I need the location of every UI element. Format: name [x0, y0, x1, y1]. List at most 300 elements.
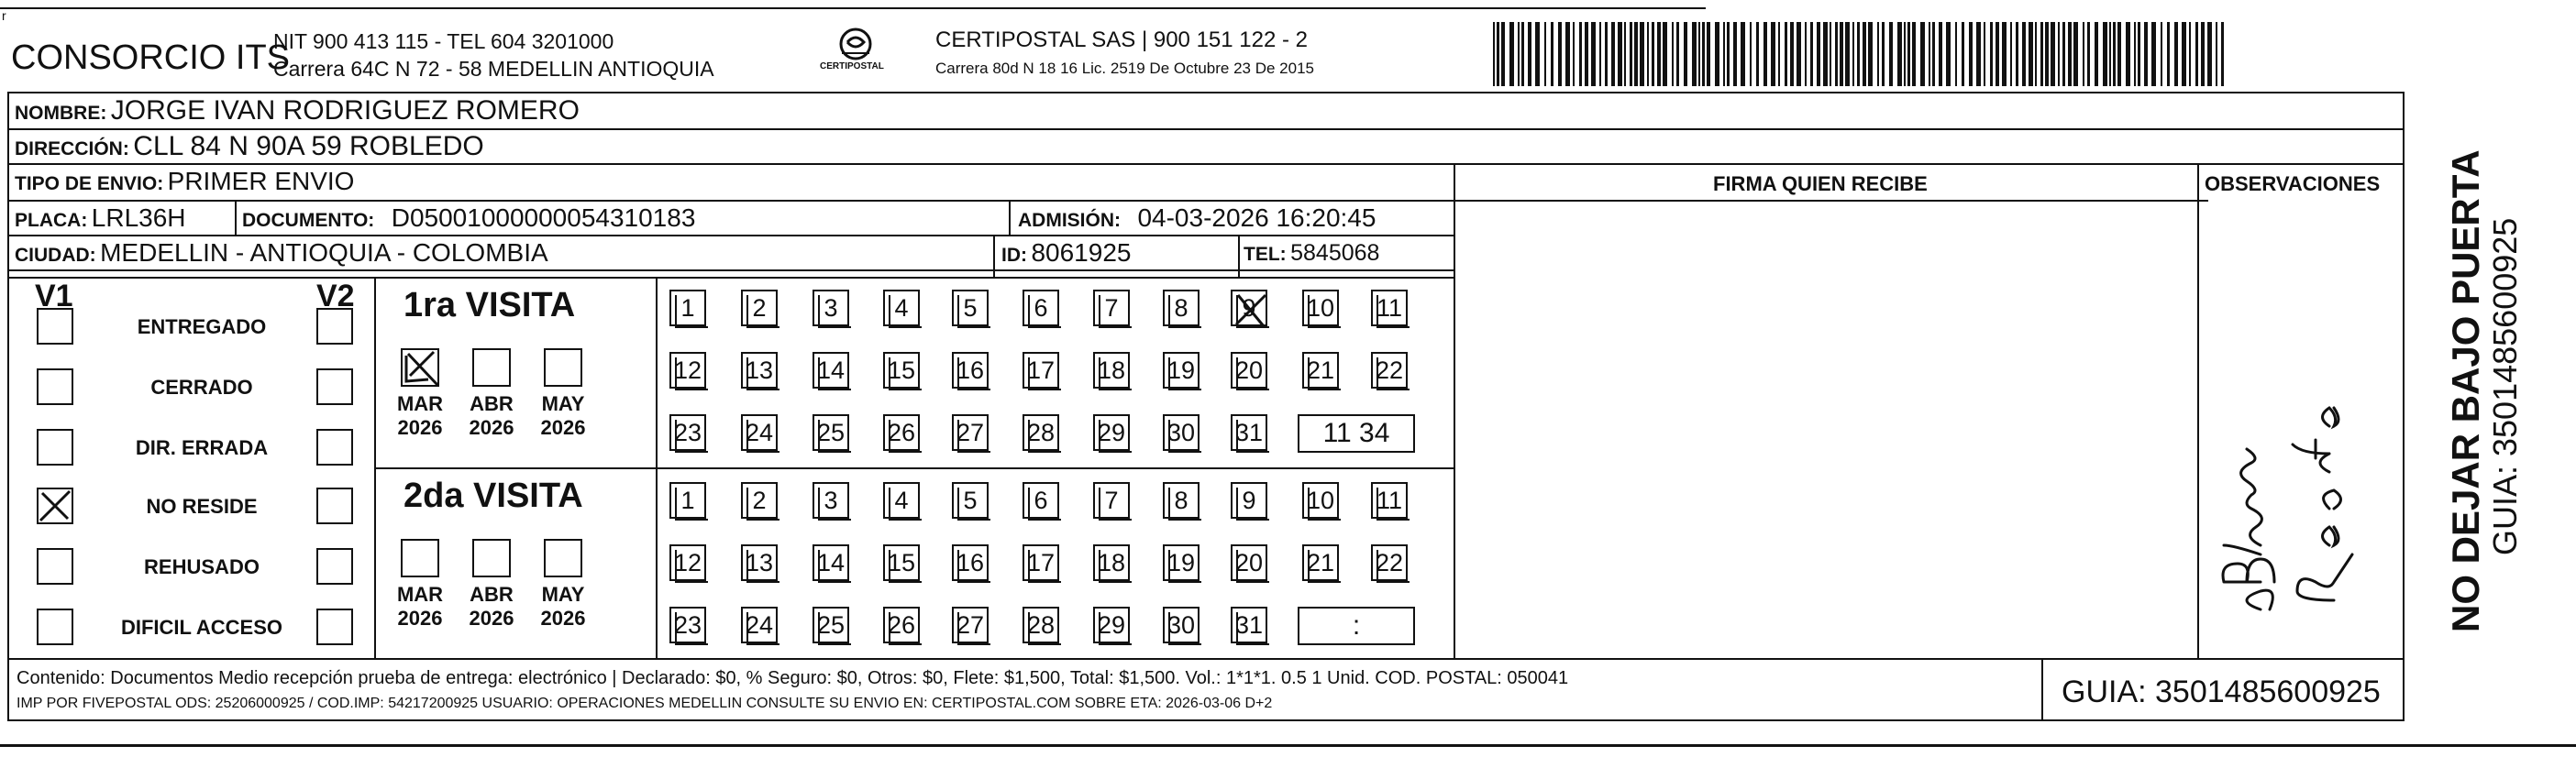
company-address: Carrera 64C N 72 - 58 MEDELLIN ANTIOQUIA — [273, 57, 714, 81]
day-box[interactable] — [813, 544, 849, 581]
month-label: MAR — [396, 392, 444, 415]
barcode-bar — [1877, 22, 1879, 86]
day-box[interactable] — [669, 607, 706, 643]
day-box[interactable] — [1093, 607, 1130, 643]
barcode-bar — [1528, 22, 1531, 86]
documento-label: DOCUMENTO: — [242, 210, 375, 231]
barcode-bar — [1771, 22, 1775, 86]
day-box[interactable] — [1231, 482, 1267, 519]
barcode-bar — [2174, 22, 2178, 86]
barcode-bar — [1605, 22, 1608, 86]
barcode-bar — [2195, 22, 2198, 86]
day-box[interactable] — [952, 544, 989, 581]
day-number: 23 — [673, 419, 702, 446]
barcode-bar — [1585, 22, 1588, 86]
day-number: 13 — [745, 357, 774, 384]
barcode-bar — [1707, 22, 1710, 86]
visit-row-sep — [374, 467, 1455, 469]
tel-row — [1244, 242, 1379, 265]
year-label: 2026 — [540, 416, 586, 439]
barcode-bar — [1733, 22, 1737, 86]
barcode-bar — [2138, 22, 2140, 86]
day-box[interactable] — [1163, 352, 1200, 389]
bottom-rule — [0, 744, 2576, 747]
barcode-bar — [1573, 22, 1575, 86]
day-number: 25 — [816, 419, 846, 446]
barcode-bar — [1889, 22, 1893, 86]
v2-checkbox[interactable] — [316, 429, 353, 466]
barcode-bar — [1521, 22, 1524, 86]
barcode-bar — [1727, 22, 1730, 86]
barcode-bar — [2201, 22, 2205, 86]
barcode-bar — [1990, 22, 1993, 86]
day-box[interactable] — [883, 290, 920, 326]
day-box[interactable] — [1231, 607, 1267, 643]
day-number: 3 — [824, 487, 838, 514]
day-box[interactable] — [1093, 352, 1130, 389]
barcode-bar — [1544, 22, 1546, 86]
day-box[interactable] — [1231, 414, 1267, 451]
handwritten-observation — [2201, 293, 2403, 651]
day-box[interactable] — [669, 290, 706, 326]
side-guia: GUIA: 3501485600925 — [2486, 217, 2524, 555]
day-box[interactable] — [1023, 414, 1059, 451]
barcode-bar — [2207, 22, 2212, 86]
barcode-bar — [1750, 22, 1752, 86]
day-number: 21 — [1306, 549, 1335, 576]
day-number: 31 — [1234, 611, 1264, 639]
barcode-bar — [1962, 22, 1964, 86]
barcode-bar — [1558, 22, 1562, 86]
barcode-bar — [1565, 22, 1570, 86]
barcode-bar — [2103, 22, 2107, 86]
company-name: CONSORCIO ITS — [11, 38, 291, 77]
barcode-bar — [1493, 22, 1495, 86]
month-label: MAR — [396, 583, 444, 606]
barcode-bar — [1996, 22, 1999, 86]
day-box[interactable] — [1302, 544, 1339, 581]
day-box[interactable] — [813, 607, 849, 643]
logo-text: CERTIPOSTAL — [820, 61, 884, 71]
year-label: 2026 — [540, 607, 586, 630]
day-box[interactable] — [883, 482, 920, 519]
day-number: 4 — [894, 294, 909, 322]
tel-sep — [1238, 235, 1240, 277]
day-box[interactable] — [741, 290, 778, 326]
day-number: 26 — [887, 419, 916, 446]
day-number: 19 — [1166, 549, 1196, 576]
barcode-bar — [1684, 22, 1687, 86]
barcode-bar — [1929, 22, 1930, 86]
v1-checkbox[interactable] — [37, 368, 73, 405]
day-box[interactable] — [813, 482, 849, 519]
month-checkbox-mar[interactable] — [401, 348, 439, 387]
day-box[interactable] — [1163, 607, 1200, 643]
col-sep — [2197, 163, 2199, 658]
day-box[interactable] — [741, 352, 778, 389]
day-box[interactable] — [1231, 352, 1267, 389]
v1-check-mark — [37, 488, 73, 524]
first-visit-label: 1ra VISITA — [404, 286, 576, 324]
day-check-mark — [1233, 291, 1269, 328]
day-box[interactable] — [669, 414, 706, 451]
day-number: 10 — [1306, 487, 1335, 514]
day-box[interactable] — [669, 482, 706, 519]
barcode-bar — [2051, 22, 2055, 86]
v1-checkbox[interactable] — [37, 308, 73, 345]
day-box[interactable] — [1371, 352, 1408, 389]
day-box[interactable] — [883, 352, 920, 389]
v2-checkbox[interactable] — [316, 308, 353, 345]
day-box[interactable] — [883, 607, 920, 643]
day-number: 27 — [956, 419, 985, 446]
barcode-bar — [1785, 22, 1787, 86]
barcode-bar — [2029, 22, 2033, 86]
ciudad-label: CIUDAD: — [15, 245, 96, 266]
day-number: 8 — [1174, 294, 1188, 322]
day-number: 13 — [745, 549, 774, 576]
day-number: 14 — [816, 357, 846, 384]
day-box[interactable] — [1023, 352, 1059, 389]
barcode-bar — [2087, 22, 2090, 86]
barcode-bar — [1897, 22, 1902, 86]
barcode-bar — [2010, 22, 2012, 86]
barcode-bar — [1579, 22, 1582, 86]
carrier-info: CERTIPOSTAL SAS | 900 151 122 - 2 — [935, 27, 1308, 52]
tipo-value: PRIMER ENVIO — [167, 167, 355, 195]
day-number: 18 — [1097, 357, 1126, 384]
barcode-bar — [1817, 22, 1820, 86]
v2-checkbox[interactable] — [316, 488, 353, 524]
year-label: 2026 — [469, 607, 514, 630]
barcode-bar — [1640, 22, 1644, 86]
admision-row — [1018, 205, 1376, 231]
tel-value: 5845068 — [1290, 240, 1380, 266]
barcode-bar — [2068, 22, 2072, 86]
day-number: 12 — [673, 357, 702, 384]
month-checkbox-mar[interactable] — [401, 539, 439, 577]
carrier-address: Carrera 80d N 18 16 Lic. 2519 De Octubre 23 De 2015 — [935, 60, 1314, 77]
day-number: 12 — [673, 549, 702, 576]
day-box[interactable] — [1093, 544, 1130, 581]
day-box[interactable] — [952, 352, 989, 389]
day-number: 22 — [1375, 549, 1404, 576]
day-number: 31 — [1234, 419, 1264, 446]
day-number: 30 — [1166, 419, 1196, 446]
admision-value: 04-03-2026 16:20:45 — [1137, 203, 1376, 232]
v1-checkbox[interactable] — [37, 429, 73, 466]
time-box[interactable] — [1298, 607, 1415, 645]
time-value: : — [1352, 610, 1361, 641]
day-box[interactable] — [1302, 482, 1339, 519]
day-box[interactable] — [741, 414, 778, 451]
day-box[interactable] — [1231, 290, 1267, 326]
barcode-bar — [1810, 22, 1813, 86]
barcode-bar — [2058, 22, 2060, 86]
barcode-bar — [1830, 22, 1831, 86]
barcode-bar — [2035, 22, 2037, 86]
day-number: 20 — [1234, 357, 1264, 384]
status-label: DIR. ERRADA — [135, 436, 269, 459]
observaciones-header: OBSERVACIONES — [2205, 172, 2381, 195]
day-number: 17 — [1026, 357, 1056, 384]
day-number: 19 — [1166, 357, 1196, 384]
day-box[interactable] — [741, 482, 778, 519]
year-label: 2026 — [469, 416, 514, 439]
day-number: 24 — [745, 419, 774, 446]
month-label: ABR — [470, 583, 514, 606]
day-number: 21 — [1306, 357, 1335, 384]
day-box[interactable] — [952, 414, 989, 451]
tipo-row — [15, 169, 354, 194]
day-number: 1 — [680, 294, 695, 322]
tel-label: TEL: — [1244, 244, 1287, 265]
day-box[interactable] — [1371, 290, 1408, 326]
barcode-bar — [2167, 22, 2170, 86]
label-frame — [7, 92, 2405, 721]
day-box[interactable] — [1231, 544, 1267, 581]
barcode-bar — [1852, 22, 1854, 86]
day-number: 11 — [1376, 487, 1403, 514]
v1-checkbox[interactable] — [37, 609, 73, 645]
barcode-bar — [1618, 22, 1622, 86]
barcode-bar — [1698, 22, 1700, 86]
direccion-row — [15, 133, 484, 160]
day-number: 28 — [1026, 419, 1056, 446]
barcode-bar — [2113, 22, 2116, 86]
day-box[interactable] — [1371, 544, 1408, 581]
barcode-bar — [1723, 22, 1725, 86]
barcode-bar — [1904, 22, 1906, 86]
day-number: 15 — [887, 549, 916, 576]
day-number: 2 — [752, 294, 767, 322]
status-label: REHUSADO — [144, 555, 260, 578]
day-number: 17 — [1026, 549, 1056, 576]
placa-value: LRL36H — [91, 203, 186, 232]
status-label: DIFICIL ACCESO — [120, 616, 282, 639]
barcode-bar — [1599, 22, 1601, 86]
day-number: 29 — [1097, 419, 1126, 446]
day-box[interactable] — [1371, 482, 1408, 519]
barcode-bar — [1857, 22, 1860, 86]
barcode-bar — [1946, 22, 1951, 86]
year-label: 2026 — [397, 416, 443, 439]
day-number: 23 — [673, 611, 702, 639]
day-box[interactable] — [1023, 482, 1059, 519]
barcode-bar — [1535, 22, 1540, 86]
day-number: 16 — [956, 549, 985, 576]
barcode-bar — [2073, 22, 2078, 86]
barcode-bar — [1551, 22, 1553, 86]
day-number: 15 — [887, 357, 916, 384]
barcode-bar — [2016, 22, 2018, 86]
barcode-bar — [2134, 22, 2136, 86]
day-number: 20 — [1234, 549, 1264, 576]
barcode-bar — [1692, 22, 1697, 86]
side-warning: NO DEJAR BAJO PUERTA — [2444, 149, 2487, 632]
month-label: MAY — [541, 583, 585, 606]
documento-row — [242, 205, 695, 231]
day-box[interactable] — [1163, 414, 1200, 451]
barcode-bar — [1652, 22, 1654, 86]
id-row — [1001, 240, 1131, 266]
barcode-bar — [1920, 22, 1925, 86]
barcode-bar — [1976, 22, 1981, 86]
v2-checkbox[interactable] — [316, 368, 353, 405]
placa-row — [15, 205, 186, 231]
day-box[interactable] — [1163, 482, 1200, 519]
nombre-row — [15, 97, 580, 125]
barcode-bar — [1845, 22, 1850, 86]
certipostal-logo — [814, 26, 897, 79]
placa-label: PLACA: — [15, 210, 88, 231]
barcode-bar — [2216, 22, 2217, 86]
barcode-bar — [2109, 22, 2111, 86]
barcode-bar — [1969, 22, 1973, 86]
row-sep — [7, 128, 2405, 130]
ciudad-value: MEDELLIN - ANTIOQUIA - COLOMBIA — [100, 238, 548, 267]
day-box[interactable] — [813, 414, 849, 451]
status-label: ENTREGADO — [137, 315, 267, 338]
barcode-bar — [2117, 22, 2121, 86]
day-box[interactable] — [813, 352, 849, 389]
footer-contenido: Contenido: Documentos Medio recepción prueba de entrega: electrónico | Declarado: $0, % Seguro: $0, Otros: $0, Flete: $1,500, Total: $1,500. Vol.: 1*1*1. 0.5 1 Unid. COD. POSTAL: 050041 — [17, 668, 1569, 688]
company-nit: NIT 900 413 115 - TEL 604 3201000 — [273, 29, 614, 53]
day-number: 16 — [956, 357, 985, 384]
barcode-bar — [1912, 22, 1916, 86]
barcode-bar — [2040, 22, 2043, 86]
v1-label: V1 — [35, 279, 73, 313]
footer-guia: GUIA: 3501485600925 — [2062, 675, 2381, 709]
v1-checkbox[interactable] — [37, 548, 73, 585]
day-box[interactable] — [883, 414, 920, 451]
day-box[interactable] — [1302, 352, 1339, 389]
day-box[interactable] — [1093, 482, 1130, 519]
day-box[interactable] — [741, 607, 778, 643]
day-number: 5 — [963, 487, 978, 514]
row-sep — [7, 200, 2208, 202]
v2-checkbox[interactable] — [316, 548, 353, 585]
barcode-bar — [1955, 22, 1957, 86]
barcode-bar — [1509, 22, 1514, 86]
barcode — [1493, 22, 2227, 86]
day-box[interactable] — [952, 482, 989, 519]
id-sep — [993, 235, 995, 277]
admision-label: ADMISIÓN: — [1018, 210, 1121, 231]
footer-sep — [2041, 658, 2043, 721]
day-box[interactable] — [669, 352, 706, 389]
day-box[interactable] — [1023, 607, 1059, 643]
barcode-bar — [2126, 22, 2130, 86]
direccion-value: CLL 84 N 90A 59 ROBLEDO — [133, 131, 484, 161]
barcode-bar — [2002, 22, 2007, 86]
barcode-bar — [1634, 22, 1638, 86]
barcode-bar — [1741, 22, 1745, 86]
barcode-bar — [1715, 22, 1719, 86]
day-box[interactable] — [952, 607, 989, 643]
month-checkbox-may[interactable] — [544, 539, 582, 577]
barcode-bar — [2144, 22, 2148, 86]
day-number: 5 — [963, 294, 978, 322]
day-box[interactable] — [883, 544, 920, 581]
barcode-bar — [1591, 22, 1596, 86]
barcode-bar — [1840, 22, 1843, 86]
month-checkbox-abr[interactable] — [472, 348, 511, 387]
barcode-bar — [1823, 22, 1828, 86]
barcode-bar — [1624, 22, 1626, 86]
day-box[interactable] — [1093, 414, 1130, 451]
barcode-bar — [1882, 22, 1885, 86]
day-box[interactable] — [952, 290, 989, 326]
day-number: 11 — [1376, 294, 1403, 322]
barcode-bar — [2083, 22, 2084, 86]
day-number: 14 — [816, 549, 846, 576]
barcode-bar — [2045, 22, 2049, 86]
day-box[interactable] — [741, 544, 778, 581]
placa-sep — [235, 200, 237, 235]
status-label: NO RESIDE — [146, 495, 258, 518]
day-number: 6 — [1034, 487, 1048, 514]
barcode-bar — [2095, 22, 2098, 86]
documento-value: D05001000000054310183 — [391, 203, 696, 232]
month-checkbox-may[interactable] — [544, 348, 582, 387]
day-box[interactable] — [813, 290, 849, 326]
barcode-bar — [2022, 22, 2026, 86]
month-checkbox-abr[interactable] — [472, 539, 511, 577]
barcode-bar — [1868, 22, 1873, 86]
day-number: 24 — [745, 611, 774, 639]
day-number: 7 — [1104, 294, 1119, 322]
day-box[interactable] — [669, 544, 706, 581]
barcode-bar — [1939, 22, 1942, 86]
col-sep — [1454, 163, 1455, 658]
barcode-bar — [1984, 22, 1985, 86]
row-sep — [7, 658, 2405, 660]
barcode-bar — [1501, 22, 1505, 86]
day-number: 9 — [1242, 294, 1256, 322]
barcode-bar — [1763, 22, 1767, 86]
day-number: 10 — [1306, 294, 1335, 322]
v2-label: V2 — [316, 279, 355, 313]
barcode-bar — [1630, 22, 1632, 86]
v2-checkbox[interactable] — [316, 609, 353, 645]
barcode-bar — [2161, 22, 2162, 86]
day-box[interactable] — [1163, 290, 1200, 326]
day-number: 8 — [1174, 487, 1188, 514]
day-box[interactable] — [1023, 544, 1059, 581]
day-box[interactable] — [1163, 544, 1200, 581]
id-label: ID: — [1001, 245, 1027, 266]
barcode-bar — [2182, 22, 2186, 86]
col-sep — [2403, 92, 2405, 658]
footer-imp: IMP POR FIVEPOSTAL ODS: 25206000925 / COD.IMP: 54217200925 USUARIO: OPERACIONES MEDELLIN CONSULTE SU ENVIO EN: CERTIPOSTAL.COM SOBRE ETA: 2026-03-06 D+2 — [17, 696, 1273, 711]
barcode-bar — [2062, 22, 2065, 86]
barcode-bar — [1702, 22, 1705, 86]
day-number: 29 — [1097, 611, 1126, 639]
barcode-bar — [2151, 22, 2156, 86]
day-box[interactable] — [1023, 290, 1059, 326]
day-box[interactable] — [1093, 290, 1130, 326]
day-box[interactable] — [1302, 290, 1339, 326]
barcode-bar — [1805, 22, 1807, 86]
day-number: 22 — [1375, 357, 1404, 384]
month-label: ABR — [470, 392, 514, 415]
barcode-bar — [1790, 22, 1794, 86]
direccion-label: DIRECCIÓN: — [15, 138, 129, 159]
nombre-label: NOMBRE: — [15, 103, 107, 124]
time-box[interactable] — [1298, 414, 1415, 453]
day-number: 25 — [816, 611, 846, 639]
